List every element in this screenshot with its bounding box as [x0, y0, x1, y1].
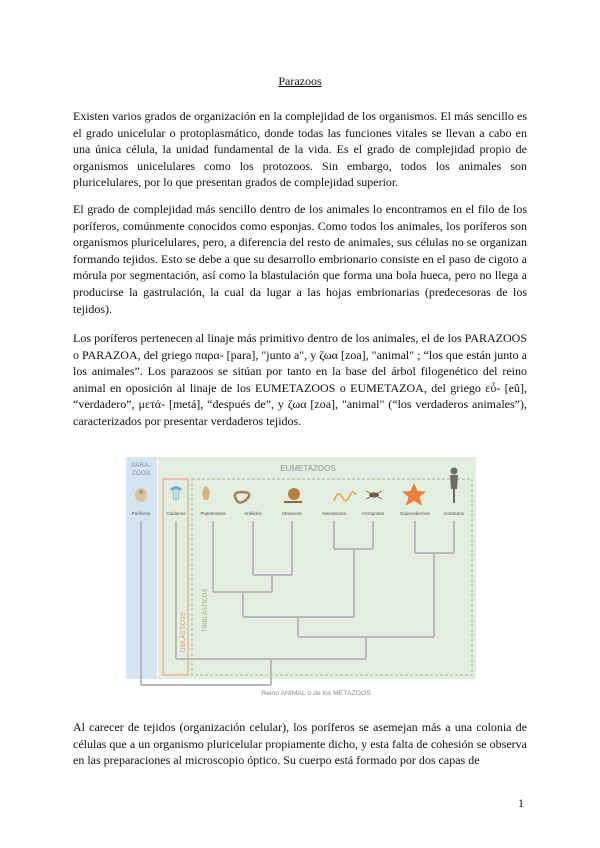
diblasticos-label: DIBLÁSTICOS	[181, 612, 187, 652]
phylogenetic-tree-figure	[126, 457, 476, 702]
taxon-label-poriferos: Poríferos	[131, 511, 151, 516]
eumetazoos-label: EUMETAZOOS	[280, 464, 336, 473]
paragraph-grados-organizacion: Existen varios grados de organización en la complejidad de los organismos. El más sencillo es el grado unicelular o protoplasmático, donde todas las funciones vitales se llevan a cabo en una única célula, la unidad fundamental de la vida. Es el grado de complejidad propio de organismos unicelulares como los protozoos. Sin embargo, todos los animales son pluricelulares, por lo que presentan grados de complejidad superior.	[73, 109, 527, 190]
page-title: Parazoos	[278, 74, 322, 88]
paragraph-parazoos: Los poríferos pertenecen al linaje más primitivo dentro de los animales, el de los PARAZOOS o PARAZOA, del griego παρα- [para], "junto a", y ζωα [zoa], "animal" ; “los que están junto a los animales”. Los parazoos se sitúan por tanto en la base del árbol filogenético del reino animal en oposición al linaje de los EUMETAZOOS o EUMETAZOA, del griego εὖ- [eû], “verdadero”, μετά- [metá], “después de”, y ζωα [zoa], "animal" (“los verdaderos animales”), caracterizados por presentar verdaderos tejidos.	[73, 331, 527, 428]
kingdom-label: Reino ANIMAL o de los METAZOOS	[261, 690, 371, 697]
sponge-icon	[135, 488, 147, 502]
taxon-label-platelmintos: Platelmintos	[200, 511, 226, 516]
paragraph-poriferos: El grado de complejidad más sencillo dentro de los animales lo encontramos en el filo de los poríferos, comúnmente conocidos como esponjas. Como todos los animales, los poríferos son organismos pluricelulares, pero, a diferencia del resto de animales, sus células no se organizan formando tejidos. Esto se debe a que su desarrollo embrionario consiste en el paso de cigoto a mórula por segmentación, así como la blastulación que forma una bola hueca, pero no llega a producirse la gastrulación, la cual da lugar a las hojas embrionarias (predecesoras de los tejidos).	[73, 202, 527, 316]
taxon-label-cordados: Cordados	[444, 511, 464, 516]
parazoos-label-line2: ZOOS	[131, 470, 151, 477]
paragraph-carecer-tejidos: Al carecer de tejidos (organización celular), los poríferos se asemejan más a una colonia de células que a un organismo pluricelular propiamente dicho, y esta falta de cohesión se observa en las preparaciones al microscopio óptico. Su cuerpo está formado por dos capas de	[73, 720, 527, 768]
triblasticos-label: TRIBLÁSTICOS	[203, 588, 209, 632]
taxon-label-cnidarios: Cnidarios	[166, 511, 186, 516]
page-number: 1	[518, 796, 524, 810]
taxon-label-equinodermos: Equinodermos	[400, 511, 430, 516]
taxon-label-nematodos: Nematodos	[322, 511, 346, 516]
taxon-label-artropodos: Artrópodos	[361, 511, 385, 516]
parazoos-label-line1: PARA-	[131, 462, 151, 469]
taxon-label-anelidos: Anélidos	[244, 511, 262, 516]
taxon-label-moluscos: Moluscos	[282, 511, 302, 516]
